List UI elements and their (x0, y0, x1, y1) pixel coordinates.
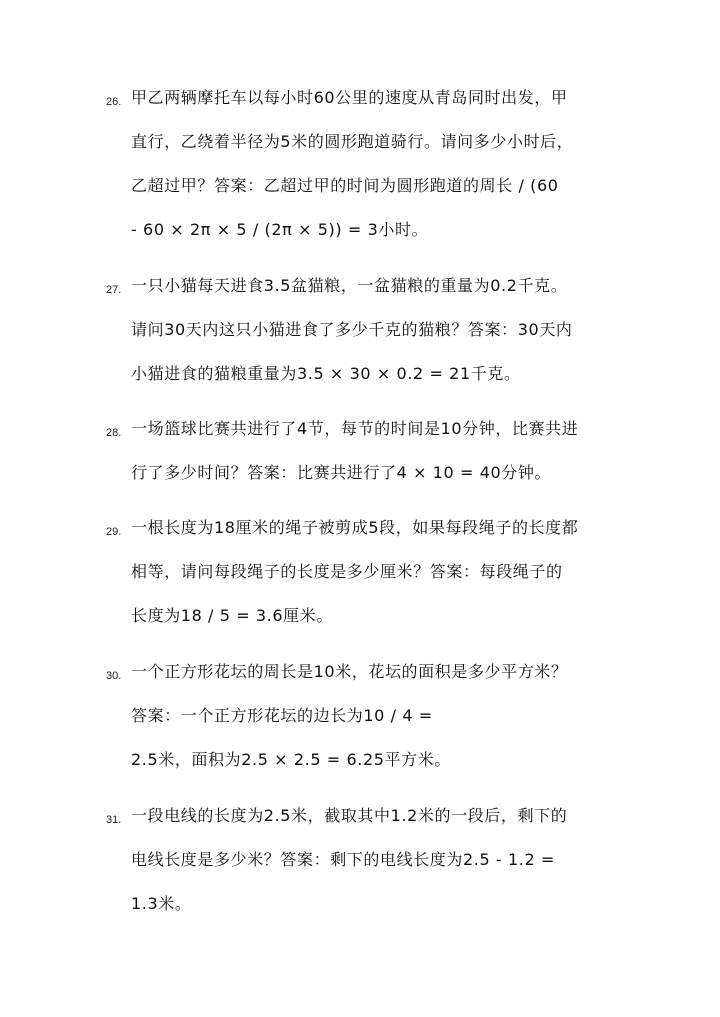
problem-number: 30. (106, 670, 122, 682)
problem-text-line: 电线长度是多少米？答案：剩下的电线长度为2.5 - 1.2 = (131, 850, 555, 869)
problem-number: 29. (106, 526, 122, 538)
problem-text-line: 答案：一个正方形花坛的边长为10 / 4 = (131, 706, 433, 725)
problem-text-line: 1.3米。 (131, 894, 192, 913)
problem-text-line: 行了多少时间？答案：比赛共进行了4 × 10 = 40分钟。 (131, 463, 552, 482)
problem-text-line: 一场篮球比赛共进行了4节，每节的时间是10分钟，比赛共进 (131, 419, 579, 438)
problem-text-line: 2.5米，面积为2.5 × 2.5 = 6.25平方米。 (131, 750, 451, 769)
problem-text-line: 请问30天内这只小猫进食了多少千克的猫粮？答案：30天内 (131, 320, 573, 339)
problem-text-line: 一个正方形花坛的周长是10米，花坛的面积是多少平方米？ (131, 662, 568, 681)
problem-text-line: - 60 × 2π × 5 / (2π × 5)) = 3小时。 (131, 220, 429, 239)
problem-text-line: 长度为18 / 5 = 3.6厘米。 (131, 606, 333, 625)
problem-number: 31. (106, 814, 122, 826)
problem-number: 26. (106, 96, 122, 108)
problem-text-line: 一根长度为18厘米的绳子被剪成5段，如果每段绳子的长度都 (131, 518, 579, 537)
problem-text-line: 一段电线的长度为2.5米，截取其中1.2米的一段后，剩下的 (131, 806, 568, 825)
problem-text-line: 一只小猫每天进食3.5盆猫粮，一盆猫粮的重量为0.2千克。 (131, 276, 568, 295)
problem-text-line: 乙超过甲？答案：乙超过甲的时间为圆形跑道的周长 / (60 (131, 176, 559, 195)
problem-text-line: 小猫进食的猫粮重量为3.5 × 30 × 0.2 = 21千克。 (131, 364, 521, 383)
problem-text-line: 相等，请问每段绳子的长度是多少厘米？答案：每段绳子的 (131, 562, 563, 581)
problem-text-line: 甲乙两辆摩托车以每小时60公里的速度从青岛同时出发，甲 (131, 88, 568, 107)
problem-text-line: 直行，乙绕着半径为5米的圆形跑道骑行。请问多少小时后， (131, 132, 574, 151)
problem-number: 28. (106, 427, 122, 439)
problem-number: 27. (106, 284, 122, 296)
